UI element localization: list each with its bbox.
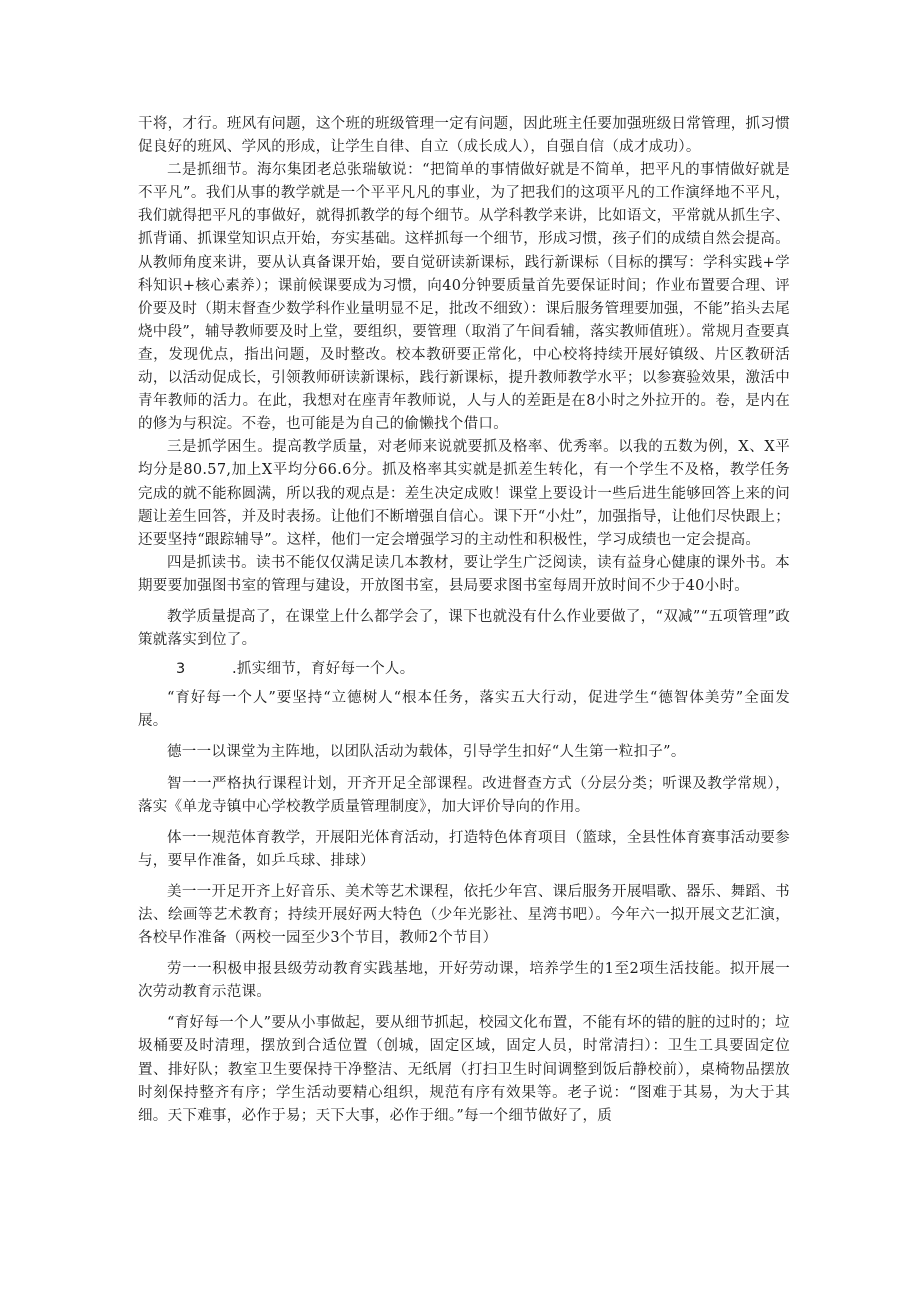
paragraph-arts: 美一一开足开齐上好音乐、美术等艺术课程，依托少年宫、课后服务开展唱歌、器乐、舞蹈、书法、绘画等艺术教育；持续开展好两大特色（少年光影社、星湾书吧）。今年六一拟开展文艺汇演，各校早作准备（两校一园至少3个节目，教师2个节目） (138, 883, 790, 947)
paragraph-educate-everyone: “育好每一个人”要坚持“立德树人“根本任务，落实五大行动，促进学生“德智体美劳”全面发展。 (138, 690, 790, 730)
paragraph-quality-summary: 教学质量提高了，在课堂上什么都学会了，课下也就没有什么作业要做了，“双减”“五项管理”政策就落实到位了。 (138, 608, 790, 649)
section-number: 3 (176, 661, 186, 678)
document-body (138, 113, 790, 1128)
paragraph-physical: 体一一规范体育教学，开展阳光体育活动，打造特色体育项目（篮球，全县性体育赛事活动要参与，要早作准备，如乒乓球、排球） (138, 829, 790, 869)
paragraph-moral: 德一一以课堂为主阵地，以团队活动为载体，引导学生扣好“人生第一粒扣子”。 (167, 744, 686, 761)
paragraph-intellect: 智一一严格执行课程计划，开齐开足全部课程。改进督查方式（分层分类；听课及教学常规），落实《单龙寺镇中心学校教学质量管理制度》，加大评价导向的作用。 (138, 775, 790, 815)
paragraph-class-management: 干将，才行。班风有问题，这个班的班级管理一定有问题，因此班主任要加强班级日常管理，抓习惯促良好的班风、学风的形成，让学生自律、自立（成长成人），自强自信（成才成功）。 (138, 116, 790, 156)
paragraph-reading: 四是抓读书。读书不能仅仅满足读几本教材，要让学生广泛阅读，读有益身心健康的课外书。本期要要加强图书室的管理与建设，开放图书室，县局要求图书室每周开放时间不少于40小时。 (138, 554, 790, 594)
paragraph-labor: 劳一一积极申报县级劳动教育实践基地，开好劳动课，培养学生的1至2项生活技能。拟开展一次劳动教育示范课。 (138, 961, 790, 1001)
paragraph-small-things: “育好每一个人”要从小事做起，要从细节抓起，校园文化布置，不能有坏的错的脏的过时的；垃圾桶要及时清理，摆放到合适位置（创城，固定区域，固定人员，时常清扫）：卫生工具要固定位置、排好队；教室卫生要保持干净整洁、无纸屑（打扫卫生时间调整到饭后静校前），桌椅物品摆放时刻保持整齐有序；学生活动要精心组织，规范有序有效果等。老子说：“图难于其易，为大于其细。天下难事，必作于易；天下大事，必作于细。”每一个细节做好了，质 (138, 1015, 790, 1124)
section-heading (138, 658, 790, 681)
section-title: .抓实细节，育好每一个人。 (232, 661, 415, 678)
paragraph-grasp-details: 二是抓细节。海尔集团老总张瑞敏说：“把简单的事情做好就是不简单，把平凡的事情做好就是不平凡”。我们从事的教学就是一个平平凡凡的事业，为了把我们的这项平凡的工作演绎地不平凡，我们就得把平凡的事做好，就得抓教学的每个细节。从学科教学来讲，比如语文，平常就从抓生字、抓背诵、抓课堂知识点开始，夯实基础。这样抓每一个细节，形成习惯，孩子们的成绩自然会提高。从教师角度来讲，要从认真备课开始，要自觉研读新课标，践行新课标（目标的撰写：学科实践+学科知识+核心素养）；课前候课要成为习惯，向40分钟要质量首先要保证时间；作业布置要合理、评价要及时（期末督查少数学科作业量明显不足，批改不细致）：课后服务管理要加强，不能”掐头去尾烧中段”，辅导教师要及时上堂，要组织，要管理（取消了午间看辅，落实教师值班）。常规月查要真查，发现优点，指出问题，及时整改。校本教研要正常化，中心校将持续开展好镇级、片区教研活动，以活动促成长，引领教师研读新课标，践行新课标，提升教师教学水平；以参赛验效果，激活中青年教师的活力。在此，我想对在座青年教师说，人与人的差距是在8小时之外拉开的。卷，是内在的修为与积淀。不卷，也可能是为自己的偷懒找个借口。 (138, 162, 790, 433)
paragraph-struggling-students: 三是抓学困生。提高教学质量，对老师来说就要抓及格率、优秀率。以我的五数为例，X、X平均分是80.57,加上X平均分66.6分。抓及格率其实就是抓差生转化，有一个学生不及格，教学任务完成的就不能称圆满，所以我的观点是：差生决定成败！课堂上要设计一些后进生能够回答上来的问题让差生回答，并及时表扬。让他们不断增强自信心。课下开“小灶”，加强指导，让他们尽快跟上；还要坚持“跟踪辅导”。这样，他们一定会增强学习的主动性和积极性，学习成绩也一定会提高。 (138, 439, 790, 548)
